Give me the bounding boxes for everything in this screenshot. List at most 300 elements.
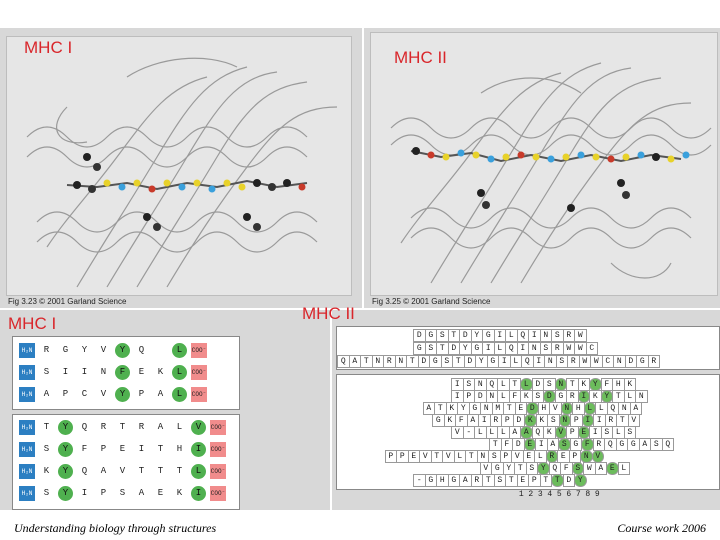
anchor-residue: N	[555, 378, 568, 391]
residue: S	[494, 474, 507, 487]
anchor-residue: A	[520, 426, 533, 439]
mhc1-structure-image	[6, 36, 352, 296]
mhc2-figure-caption: Fig 3.25 © 2001 Garland Science	[372, 297, 491, 306]
residue: H	[538, 402, 551, 415]
residue: H	[176, 444, 183, 454]
c-terminus-label: COO⁻	[210, 486, 226, 501]
residue: L	[534, 450, 547, 463]
residue: N	[477, 450, 490, 463]
residue: T	[505, 474, 518, 487]
residue: S	[119, 488, 126, 498]
residue: E	[119, 444, 126, 454]
position-number: 2	[528, 489, 534, 499]
anchor-residue: K	[524, 414, 537, 427]
anchor-residue: S	[572, 462, 585, 475]
anchor-residue: E	[606, 462, 619, 475]
residue: L	[454, 450, 467, 463]
residue: I	[451, 390, 464, 403]
residue: G	[491, 462, 504, 475]
residue: W	[583, 462, 596, 475]
mhc1-peptide-group-2	[12, 414, 240, 510]
residue: C	[602, 355, 615, 368]
residue: Q	[662, 438, 675, 451]
residue: V	[451, 426, 464, 439]
residue: K	[543, 426, 556, 439]
anchor-residue: N	[561, 402, 574, 415]
residue: G	[570, 438, 583, 451]
residue: S	[43, 444, 50, 454]
residue: E	[517, 474, 530, 487]
mhc2-seq-row	[337, 450, 603, 462]
residue: K	[157, 367, 164, 377]
residue: Q	[607, 402, 620, 415]
residue: V	[100, 345, 107, 355]
mhc1-g1-row-2	[19, 363, 211, 381]
residue: Q	[486, 378, 499, 391]
mhc1-sequence-label: MHC I	[8, 314, 57, 333]
residue: K	[176, 488, 183, 498]
residue: V	[419, 450, 432, 463]
c-terminus-label: COO⁻	[210, 464, 226, 479]
residue: G	[469, 402, 482, 415]
residue: K	[444, 414, 457, 427]
residue: I	[81, 367, 88, 377]
position-number: 6	[566, 489, 572, 499]
residue: I	[533, 355, 546, 368]
residue: T	[514, 462, 527, 475]
residue: T	[503, 402, 516, 415]
residue: D	[625, 355, 638, 368]
residue: N	[372, 355, 385, 368]
mhc1-ribbon-drawing	[7, 37, 351, 295]
residue: N	[613, 355, 626, 368]
residue: S	[43, 367, 50, 377]
mhc2-seq-row	[337, 355, 659, 367]
mhc1-sequence-panel	[0, 310, 330, 510]
anchor-residue: D	[526, 402, 539, 415]
residue: E	[157, 488, 164, 498]
residue: S	[488, 450, 501, 463]
residue: T	[434, 402, 447, 415]
residue: K	[624, 378, 637, 391]
residue: T	[431, 450, 444, 463]
residue: R	[593, 438, 606, 451]
residue: T	[482, 474, 495, 487]
residue: V	[628, 414, 641, 427]
residue: Q	[138, 345, 145, 355]
residue: F	[509, 390, 522, 403]
residue: C	[81, 389, 88, 399]
mhc1-figure-caption: Fig 3.23 © 2001 Garland Science	[8, 297, 127, 306]
residue: T	[452, 355, 465, 368]
residue: S	[624, 426, 637, 439]
residue: P	[463, 390, 476, 403]
mhc2-structure-panel	[364, 28, 720, 308]
residue: F	[601, 378, 614, 391]
residue: N	[486, 390, 499, 403]
residue: R	[648, 355, 661, 368]
residue: T	[406, 355, 419, 368]
anchor-residue: E	[578, 426, 591, 439]
residue: E	[138, 367, 145, 377]
residue: F	[455, 414, 468, 427]
anchor-residue: L	[584, 402, 597, 415]
anchor-residue: V	[555, 426, 568, 439]
residue: T	[157, 444, 164, 454]
position-number: 8	[585, 489, 591, 499]
anchor-residue: I	[191, 486, 206, 501]
c-terminus-label: COO⁻	[210, 420, 226, 435]
residue: A	[349, 355, 362, 368]
anchor-residue: N	[580, 450, 593, 463]
residue: N	[480, 402, 493, 415]
residue: A	[423, 402, 436, 415]
anchor-residue: R	[546, 450, 559, 463]
residue: T	[566, 378, 579, 391]
residue: G	[555, 390, 568, 403]
mhc1-g1-row-1	[19, 341, 211, 359]
residue: A	[459, 474, 472, 487]
residue: Y	[471, 329, 484, 342]
residue: S	[551, 329, 564, 342]
residue: N	[474, 378, 487, 391]
residue: P	[566, 426, 579, 439]
residue: P	[570, 414, 583, 427]
residue: A	[547, 438, 560, 451]
residue: I	[62, 367, 69, 377]
residue: I	[593, 414, 606, 427]
residue: R	[490, 414, 503, 427]
anchor-residue: L	[520, 378, 533, 391]
n-terminus-label: H₂N	[19, 343, 35, 358]
residue: R	[43, 345, 50, 355]
residue: T	[157, 466, 164, 476]
residue: K	[43, 466, 50, 476]
residue: D	[474, 390, 487, 403]
mhc2-ribbon-drawing	[371, 33, 717, 295]
mhc1-structure-panel	[0, 28, 362, 308]
mhc1-g2-row-2	[19, 440, 230, 458]
residue: P	[501, 414, 514, 427]
residue: G	[425, 474, 438, 487]
residue: D	[464, 355, 477, 368]
anchor-residue: Y	[115, 387, 130, 402]
anchor-residue: Y	[58, 420, 73, 435]
residue: V	[549, 402, 562, 415]
residue: Y	[503, 462, 516, 475]
anchor-residue: L	[172, 343, 187, 358]
mhc2-seq-row	[337, 390, 647, 402]
residue: V	[480, 462, 493, 475]
residue: S	[547, 414, 560, 427]
residue: K	[446, 402, 459, 415]
residue: P	[500, 450, 513, 463]
anchor-residue: Y	[58, 464, 73, 479]
residue: T	[448, 329, 461, 342]
mhc2-seq-row	[337, 474, 586, 486]
residue: P	[396, 450, 409, 463]
residue: A	[630, 402, 643, 415]
mhc1-g2-row-1	[19, 418, 230, 436]
position-number: 4	[547, 489, 553, 499]
residue: I	[138, 444, 145, 454]
residue: A	[138, 488, 145, 498]
residue: Y	[81, 345, 88, 355]
residue: N	[618, 402, 631, 415]
residue: L	[494, 342, 507, 355]
residue: H	[612, 378, 625, 391]
residue: S	[650, 438, 663, 451]
residue: R	[471, 474, 484, 487]
residue: A	[509, 426, 522, 439]
residue: L	[497, 390, 510, 403]
residue: -	[463, 426, 476, 439]
residue: Q	[517, 329, 530, 342]
mhc2-seq-row	[337, 462, 629, 474]
anchor-residue: I	[582, 414, 595, 427]
anchor-residue: I	[191, 442, 206, 457]
residue: S	[526, 462, 539, 475]
residue: G	[425, 329, 438, 342]
residue: L	[486, 426, 499, 439]
residue: E	[523, 450, 536, 463]
residue: L	[624, 390, 637, 403]
footer-right-caption: Course work 2006	[617, 521, 706, 535]
residue: D	[512, 438, 525, 451]
residue: F	[81, 444, 88, 454]
anchor-residue: L	[172, 387, 187, 402]
residue: R	[566, 390, 579, 403]
residue: P	[138, 389, 145, 399]
residue: G	[636, 355, 649, 368]
anchor-residue: L	[172, 365, 187, 380]
residue: -	[413, 474, 426, 487]
mhc2-structure-label: MHC II	[394, 48, 447, 67]
residue: I	[589, 426, 602, 439]
residue: T	[43, 422, 50, 432]
residue: V	[100, 389, 107, 399]
residue: T	[489, 438, 502, 451]
residue: S	[441, 355, 454, 368]
anchor-residue: Y	[58, 486, 73, 501]
residue: Y	[475, 355, 488, 368]
mhc2-seq-row	[337, 342, 597, 354]
mhc2-sequence-panel	[302, 304, 720, 510]
residue: P	[528, 474, 541, 487]
anchor-residue: Y	[601, 390, 614, 403]
anchor-residue: N	[559, 414, 572, 427]
c-terminus-label: COO⁻	[191, 343, 207, 358]
anchor-residue: I	[578, 390, 591, 403]
residue: R	[138, 422, 145, 432]
residue: G	[487, 355, 500, 368]
residue: R	[567, 355, 580, 368]
residue: G	[627, 438, 640, 451]
mhc1-structure-label: MHC I	[24, 38, 73, 57]
residue: R	[100, 422, 107, 432]
residue: V	[442, 450, 455, 463]
residue: I	[498, 355, 511, 368]
anchor-residue: E	[524, 438, 537, 451]
residue: Q	[604, 438, 617, 451]
residue: T	[612, 390, 625, 403]
c-terminus-label: COO⁻	[210, 442, 226, 457]
residue: V	[119, 466, 126, 476]
residue: D	[459, 329, 472, 342]
mhc1-g2-row-4	[19, 484, 230, 502]
position-number: 7	[575, 489, 581, 499]
residue: L	[612, 426, 625, 439]
residue: L	[510, 355, 523, 368]
residue: T	[119, 422, 126, 432]
residue: T	[540, 474, 553, 487]
position-number: 5	[556, 489, 562, 499]
residue: Q	[521, 355, 534, 368]
anchor-residue: L	[191, 464, 206, 479]
residue: F	[560, 462, 573, 475]
residue: V	[511, 450, 524, 463]
residue: L	[474, 426, 487, 439]
mhc2-seq-row	[337, 414, 639, 426]
residue: P	[569, 450, 582, 463]
residue: L	[176, 422, 183, 432]
anchor-residue: Y	[58, 442, 73, 457]
residue: W	[563, 342, 576, 355]
residue: F	[501, 438, 514, 451]
residue: T	[176, 466, 183, 476]
mhc2-seq-row	[337, 438, 673, 450]
c-terminus-label: COO⁻	[191, 387, 207, 402]
residue: S	[43, 488, 50, 498]
n-terminus-label: H₂N	[19, 420, 35, 435]
residue: Q	[505, 342, 518, 355]
mhc2-seq-row	[337, 402, 641, 414]
residue: R	[605, 414, 618, 427]
mhc2-sequence-label: MHC II	[302, 304, 355, 323]
position-number: 1	[518, 489, 524, 499]
residue: G	[448, 474, 461, 487]
residue: P	[100, 488, 107, 498]
position-number: 9	[594, 489, 600, 499]
residue: N	[100, 367, 107, 377]
residue: Q	[81, 422, 88, 432]
residue: M	[492, 402, 505, 415]
anchor-residue: T	[551, 474, 564, 487]
n-terminus-label: H₂N	[19, 486, 35, 501]
mhc1-g1-row-3	[19, 385, 211, 403]
residue: I	[482, 342, 495, 355]
residue: W	[574, 329, 587, 342]
residue: G	[62, 345, 69, 355]
anchor-residue: F	[581, 438, 594, 451]
residue: S	[463, 378, 476, 391]
residue: N	[395, 355, 408, 368]
n-terminus-label: H₂N	[19, 464, 35, 479]
mhc2-peptide-group-2	[336, 374, 720, 490]
mhc2-structure-image	[370, 32, 718, 296]
residue: Q	[532, 426, 545, 439]
residue: I	[517, 342, 530, 355]
residue: N	[635, 390, 648, 403]
residue: S	[532, 390, 545, 403]
residue: A	[639, 438, 652, 451]
residue: I	[478, 414, 491, 427]
residue: N	[540, 329, 553, 342]
residue: I	[494, 329, 507, 342]
residue: T	[616, 414, 629, 427]
anchor-residue: V	[191, 420, 206, 435]
residue: G	[482, 329, 495, 342]
residue: T	[360, 355, 373, 368]
residue: G	[429, 355, 442, 368]
residue: S	[436, 329, 449, 342]
residue: G	[413, 342, 426, 355]
residue: K	[589, 390, 602, 403]
mhc1-peptide-group-1	[12, 336, 240, 410]
residue: A	[157, 422, 164, 432]
residue: E	[515, 402, 528, 415]
anchor-residue: F	[115, 365, 130, 380]
residue: Y	[459, 342, 472, 355]
residue: P	[62, 389, 69, 399]
residue: N	[544, 355, 557, 368]
residue: P	[385, 450, 398, 463]
residue: T	[509, 378, 522, 391]
residue: K	[536, 414, 549, 427]
residue: S	[543, 378, 556, 391]
residue: W	[574, 342, 587, 355]
residue: Q	[549, 462, 562, 475]
residue: H	[436, 474, 449, 487]
residue: P	[100, 444, 107, 454]
residue: W	[590, 355, 603, 368]
residue: R	[383, 355, 396, 368]
residue: G	[616, 438, 629, 451]
residue: D	[563, 474, 576, 487]
anchor-residue: S	[558, 438, 571, 451]
residue: A	[157, 389, 164, 399]
anchor-residue: Y	[115, 343, 130, 358]
mhc2-seq-row	[337, 378, 635, 390]
residue: L	[497, 378, 510, 391]
anchor-residue: Y	[574, 474, 587, 487]
residue: L	[497, 426, 510, 439]
residue: I	[535, 438, 548, 451]
residue: K	[520, 390, 533, 403]
residue: T	[436, 342, 449, 355]
residue: A	[595, 462, 608, 475]
residue: A	[43, 389, 50, 399]
residue: L	[505, 329, 518, 342]
residue: N	[528, 342, 541, 355]
residue: I	[451, 378, 464, 391]
residue: S	[540, 342, 553, 355]
mhc2-seq-row	[337, 329, 586, 341]
residue: I	[528, 329, 541, 342]
residue: T	[465, 450, 478, 463]
residue: K	[578, 378, 591, 391]
residue: D	[418, 355, 431, 368]
residue: L	[595, 402, 608, 415]
anchor-residue: Y	[589, 378, 602, 391]
residue: R	[551, 342, 564, 355]
mhc2-seq-row	[337, 426, 635, 438]
residue: Y	[457, 402, 470, 415]
peptide-position-numbers	[516, 488, 602, 500]
residue: D	[413, 329, 426, 342]
footer-left-caption: Understanding biology through structures	[14, 521, 217, 535]
residue: H	[572, 402, 585, 415]
